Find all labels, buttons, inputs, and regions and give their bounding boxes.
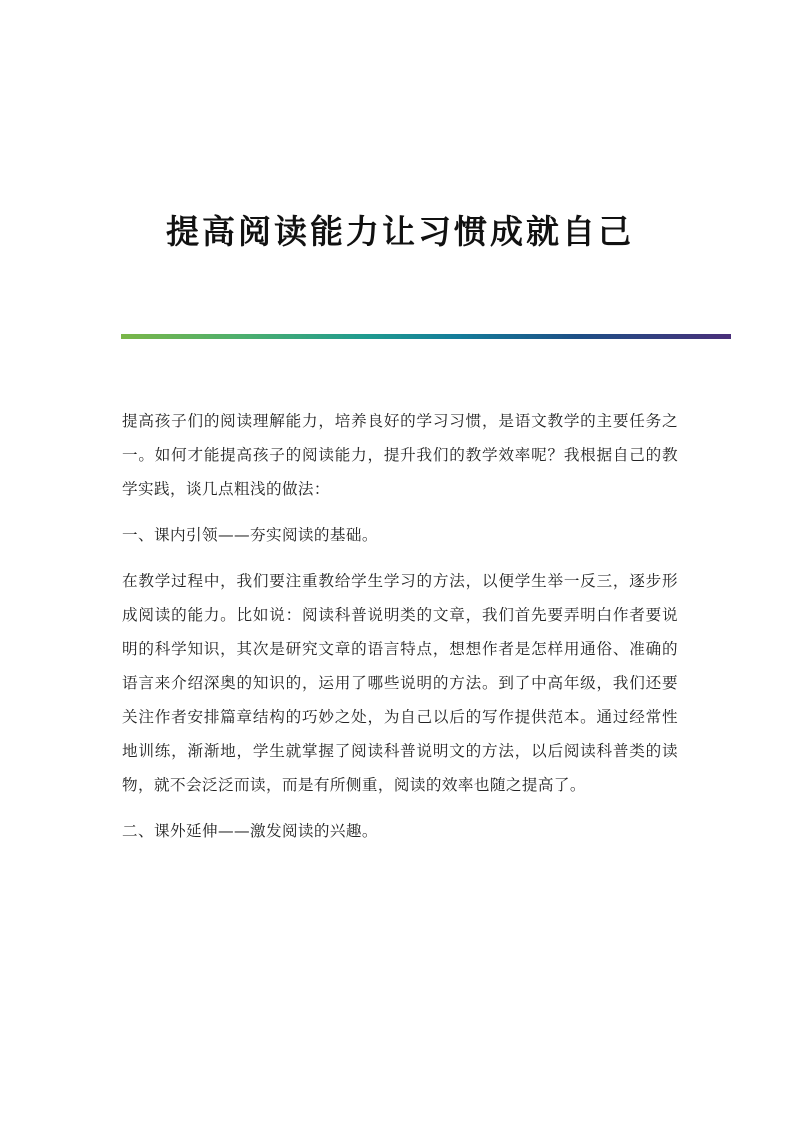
intro-paragraph: 提高孩子们的阅读理解能力，培养良好的学习习惯，是语文教学的主要任务之一。如何才能提高孩子的阅读能力，提升我们的教学效率呢？我根据自己的教学实践，谈几点粗浅的做法： xyxy=(122,412,678,498)
section-heading-2: 二、课外延伸——激发阅读的兴趣。 xyxy=(122,822,378,840)
page-title: 提高阅读能力让习惯成就自己 xyxy=(166,212,634,252)
section-1-paragraph: 在教学过程中，我们要注重教给学生学习的方法，以便学生举一反三，逐步形成阅读的能力。比如说：阅读科普说明类的文章，我们首先要弄明白作者要说明的科学知识，其次是研究文章的语言特点，想想作者是怎样用通俗、准确的语言来介绍深奥的知识的，运用了哪些说明的方法。到了中高年级，我们还要关注作者安排篇章结构的巧妙之处，为自己以后的写作提供范本。通过经常性地训练，渐渐地，学生就掌握了阅读科普说明文的方法，以后阅读科普类的读物，就不会泛泛而读，而是有所侧重，阅读的效率也随之提高了。 xyxy=(122,572,678,794)
section-heading-1: 一、课内引领——夯实阅读的基础。 xyxy=(122,526,378,544)
title-divider xyxy=(121,334,731,339)
document-body xyxy=(122,404,678,860)
